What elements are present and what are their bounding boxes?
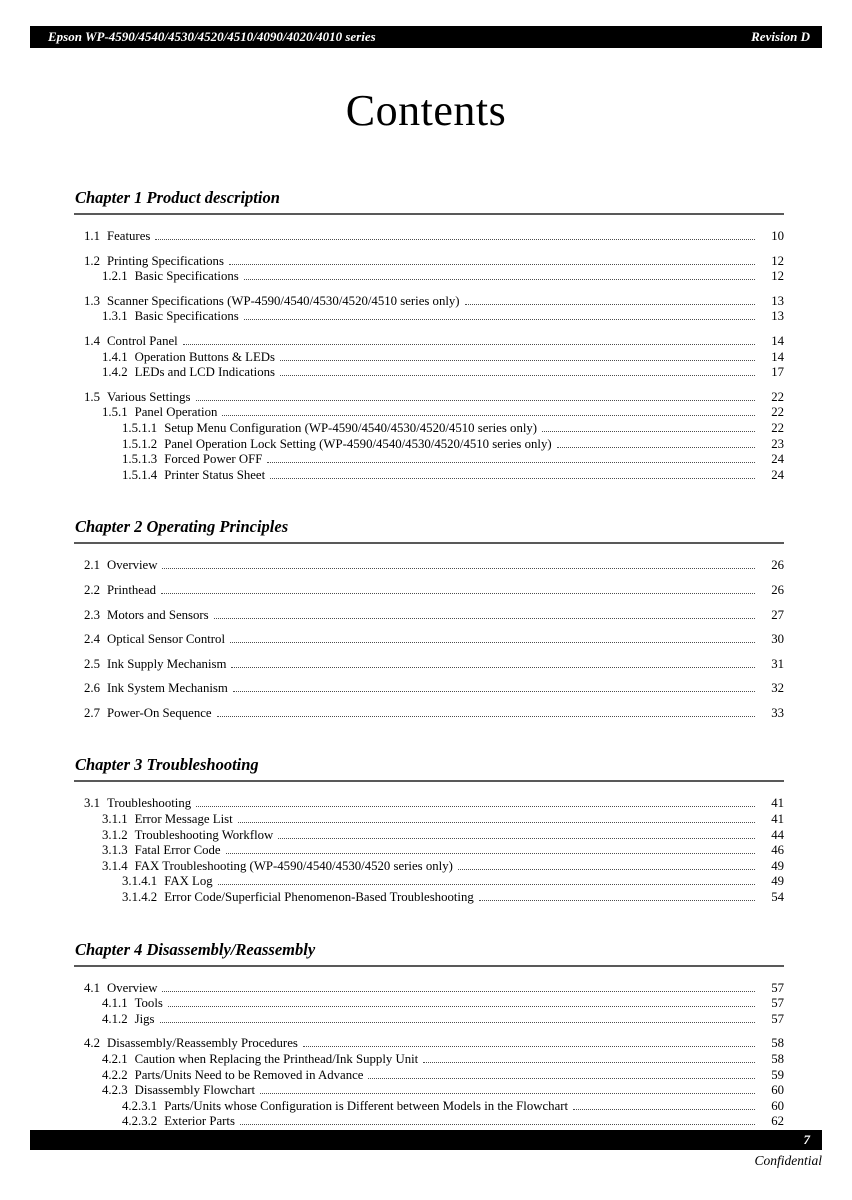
toc-entry-page: 31 xyxy=(771,656,784,671)
toc-entry-title: Caution when Replacing the Printhead/Ink Supply Unit xyxy=(134,1052,419,1066)
toc-entry-title: Disassembly/Reassembly Procedures xyxy=(107,1036,298,1051)
toc-entry-title: Parts/Units whose Configuration is Different between Models in the Flowchart xyxy=(164,1098,569,1113)
toc-entry-title: Tools xyxy=(134,996,163,1011)
chapter-heading: Chapter 1 Product description xyxy=(74,188,784,215)
toc-entry[interactable] xyxy=(122,452,784,468)
toc-entry-page: 60 xyxy=(771,1098,784,1113)
toc-entry[interactable] xyxy=(84,390,784,406)
toc-entry[interactable] xyxy=(102,828,784,844)
dot-leader xyxy=(231,667,755,668)
toc-entry-title: Overview xyxy=(107,558,158,573)
toc-entry-number: 1.4.1 xyxy=(102,349,128,364)
toc-entry[interactable] xyxy=(122,468,784,484)
page-title: Contents xyxy=(345,86,507,136)
dot-leader xyxy=(270,478,755,479)
dot-leader xyxy=(238,822,755,823)
toc-entry[interactable] xyxy=(84,583,784,599)
toc-entry-title: Basic Specifications xyxy=(134,269,239,284)
confidential-label: Confidential xyxy=(754,1153,822,1168)
toc-entry-page: 24 xyxy=(771,452,784,467)
toc-entry[interactable] xyxy=(122,1114,784,1130)
toc-entry-title: Error Code/Superficial Phenomenon-Based Troubleshooting xyxy=(164,890,474,905)
dot-leader xyxy=(458,869,755,870)
toc-entry[interactable] xyxy=(102,996,784,1012)
toc-entry-page: 57 xyxy=(771,996,784,1011)
toc-entry-number: 1.5.1 xyxy=(102,405,128,420)
toc-entry-page: 13 xyxy=(771,309,784,324)
toc-entry-title: Troubleshooting xyxy=(107,796,192,811)
toc-entry-title: Optical Sensor Control xyxy=(107,632,226,647)
dot-leader xyxy=(280,375,755,376)
toc-entry-page: 30 xyxy=(771,632,784,647)
toc-entry-number: 1.1 xyxy=(84,229,100,243)
toc-entry-number: 1.3 xyxy=(84,293,100,308)
toc-entry-number: 1.5.1.4 xyxy=(122,467,158,482)
toc-entry-number: 4.2.3 xyxy=(102,1083,128,1098)
toc-entry-title: Overview xyxy=(107,980,158,995)
toc-entry-page: 22 xyxy=(771,420,784,435)
toc-entry-title: Printer Status Sheet xyxy=(164,467,266,482)
toc-entry-title: Features xyxy=(107,229,151,243)
chapter-heading: Chapter 3 Troubleshooting xyxy=(74,755,784,782)
toc-entry-page: 23 xyxy=(771,436,784,451)
toc-entry-page: 57 xyxy=(771,1011,784,1026)
table-of-contents xyxy=(74,188,784,1130)
chapter-heading: Chapter 2 Operating Principles xyxy=(74,517,784,544)
dot-leader xyxy=(542,431,755,432)
toc-entry-title: Scanner Specifications (WP-4590/4540/4530/4520/4510 series only) xyxy=(107,293,460,308)
toc-entry[interactable] xyxy=(122,421,784,437)
toc-entry-page: 26 xyxy=(771,558,784,573)
toc-entry-number: 3.1.4.2 xyxy=(122,890,158,905)
toc-entry-title: Panel Operation Lock Setting (WP-4590/4540/4530/4520/4510 series only) xyxy=(164,436,552,451)
toc-entry-page: 49 xyxy=(771,874,784,889)
toc-entry-title: Disassembly Flowchart xyxy=(134,1083,256,1098)
toc-entry-number: 3.1 xyxy=(84,796,100,811)
toc-entry-number: 3.1.4.1 xyxy=(122,874,158,889)
toc-entry-page: 62 xyxy=(771,1114,784,1129)
dot-leader xyxy=(155,239,755,240)
toc-entry-number: 3.1.2 xyxy=(102,827,128,842)
dot-leader xyxy=(218,884,755,885)
toc-entry-title: LEDs and LCD Indications xyxy=(134,365,275,380)
header-bar xyxy=(30,26,822,48)
dot-leader xyxy=(229,264,755,265)
dot-leader xyxy=(573,1109,755,1110)
toc-entry[interactable] xyxy=(84,334,784,350)
dot-leader xyxy=(244,319,755,320)
toc-entry-page: 41 xyxy=(771,796,784,811)
toc-entry[interactable] xyxy=(102,812,784,828)
toc-entry-page: 14 xyxy=(771,333,784,348)
toc-entry-number: 2.5 xyxy=(84,656,100,671)
dot-leader xyxy=(161,593,755,594)
toc-entry-number: 2.6 xyxy=(84,681,100,696)
toc-entry[interactable] xyxy=(102,1052,784,1068)
toc-entry-page: 49 xyxy=(771,858,784,873)
toc-entry[interactable] xyxy=(102,405,784,421)
footer-bar xyxy=(30,1130,822,1150)
dot-leader xyxy=(196,806,755,807)
toc-entry-title: Operation Buttons & LEDs xyxy=(134,349,275,364)
chapter-entries xyxy=(74,558,784,721)
dot-leader xyxy=(278,838,755,839)
dot-leader xyxy=(267,462,755,463)
toc-entry-title: Various Settings xyxy=(107,389,191,404)
toc-entry[interactable] xyxy=(102,350,784,366)
toc-entry-number: 1.3.1 xyxy=(102,309,128,324)
toc-entry-title: Troubleshooting Workflow xyxy=(134,827,274,842)
toc-entry[interactable] xyxy=(84,608,784,624)
dot-leader xyxy=(226,853,755,854)
toc-entry[interactable] xyxy=(102,365,784,381)
dot-leader xyxy=(183,344,755,345)
toc-entry-page: 13 xyxy=(771,293,784,308)
toc-entry[interactable] xyxy=(122,874,784,890)
header-product-series: Epson WP-4590/4540/4530/4520/4510/4090/4020/4010 series xyxy=(48,29,376,44)
toc-entry-title: Setup Menu Configuration (WP-4590/4540/4530/4520/4510 series only) xyxy=(164,420,538,435)
toc-entry-number: 2.4 xyxy=(84,632,100,647)
toc-entry-number: 2.7 xyxy=(84,705,100,720)
toc-entry[interactable] xyxy=(102,269,784,285)
toc-entry[interactable] xyxy=(84,1036,784,1052)
toc-entry-page: 59 xyxy=(771,1067,784,1082)
dot-leader xyxy=(162,568,755,569)
toc-entry-title: FAX Troubleshooting (WP-4590/4540/4530/4520 series only) xyxy=(134,858,453,873)
toc-entry-title: Fatal Error Code xyxy=(134,843,221,858)
toc-entry[interactable] xyxy=(102,309,784,325)
dot-leader xyxy=(280,360,755,361)
toc-entry-number: 1.5 xyxy=(84,389,100,404)
toc-entry-page: 32 xyxy=(771,681,784,696)
toc-entry[interactable] xyxy=(84,796,784,812)
toc-entry[interactable] xyxy=(84,254,784,270)
toc-entry-page: 22 xyxy=(771,389,784,404)
toc-entry[interactable] xyxy=(84,706,784,722)
toc-entry-title: Forced Power OFF xyxy=(164,452,263,467)
toc-entry-title: Printing Specifications xyxy=(107,253,224,268)
dot-leader xyxy=(196,400,755,401)
toc-entry-title: Ink System Mechanism xyxy=(107,681,228,696)
toc-entry-number: 2.3 xyxy=(84,607,100,622)
toc-entry-number: 4.2 xyxy=(84,1036,100,1051)
toc-entry[interactable] xyxy=(84,558,784,574)
dot-leader xyxy=(222,415,755,416)
toc-entry[interactable] xyxy=(102,1083,784,1099)
toc-entry-number: 4.1.1 xyxy=(102,996,128,1011)
toc-entry-title: Error Message List xyxy=(134,812,233,827)
toc-entry-page: 54 xyxy=(771,890,784,905)
toc-entry-page: 14 xyxy=(771,349,784,364)
toc-entry-number: 4.2.2 xyxy=(102,1067,128,1082)
toc-entry[interactable] xyxy=(102,1012,784,1028)
dot-leader xyxy=(168,1006,755,1007)
toc-entry-number: 2.1 xyxy=(84,558,100,573)
toc-entry-page: 12 xyxy=(771,269,784,284)
toc-entry-title: Basic Specifications xyxy=(134,309,239,324)
toc-entry[interactable] xyxy=(102,843,784,859)
dot-leader xyxy=(465,304,755,305)
dot-leader xyxy=(423,1062,755,1063)
dot-leader xyxy=(303,1046,755,1047)
dot-leader xyxy=(217,716,755,717)
toc-entry[interactable] xyxy=(84,632,784,648)
toc-entry[interactable] xyxy=(122,437,784,453)
toc-entry-page: 10 xyxy=(771,229,784,243)
dot-leader xyxy=(368,1078,755,1079)
toc-entry[interactable] xyxy=(84,681,784,697)
chapter-section xyxy=(74,188,784,483)
toc-entry[interactable] xyxy=(84,294,784,310)
toc-entry-title: Exterior Parts xyxy=(164,1114,235,1129)
toc-entry-number: 4.1 xyxy=(84,980,100,995)
toc-entry-page: 24 xyxy=(771,467,784,482)
toc-entry[interactable] xyxy=(122,1099,784,1115)
toc-entry[interactable] xyxy=(84,657,784,673)
dot-leader xyxy=(240,1124,755,1125)
chapter-section xyxy=(74,517,784,721)
toc-entry-number: 3.1.4 xyxy=(102,858,128,873)
dot-leader xyxy=(230,642,755,643)
chapter-section xyxy=(74,940,784,1130)
toc-entry-page: 12 xyxy=(771,253,784,268)
toc-entry-number: 2.2 xyxy=(84,582,100,597)
toc-entry-number: 1.2.1 xyxy=(102,269,128,284)
toc-entry-page: 58 xyxy=(771,1052,784,1066)
chapter-entries xyxy=(74,796,784,905)
toc-entry-title: Panel Operation xyxy=(134,405,218,420)
toc-entry-title: FAX Log xyxy=(164,874,213,889)
toc-entry-page: 17 xyxy=(771,365,784,380)
dot-leader xyxy=(260,1093,755,1094)
toc-entry-page: 57 xyxy=(771,980,784,995)
toc-entry-page: 46 xyxy=(771,843,784,858)
toc-entry-number: 4.1.2 xyxy=(102,1011,128,1026)
toc-entry-number: 4.2.3.2 xyxy=(122,1114,158,1129)
toc-entry-title: Parts/Units Need to be Removed in Advance xyxy=(134,1067,364,1082)
toc-entry[interactable] xyxy=(122,890,784,906)
dot-leader xyxy=(233,691,755,692)
dot-leader xyxy=(214,618,755,619)
toc-entry-number: 1.4 xyxy=(84,333,100,348)
header-revision: Revision D xyxy=(751,29,810,44)
toc-entry-title: Control Panel xyxy=(107,333,178,348)
toc-entry-number: 1.5.1.1 xyxy=(122,420,158,435)
toc-entry-page: 60 xyxy=(771,1083,784,1098)
dot-leader xyxy=(479,900,755,901)
toc-entry-page: 26 xyxy=(771,582,784,597)
toc-entry-number: 1.5.1.3 xyxy=(122,452,158,467)
toc-entry-title: Jigs xyxy=(134,1011,155,1026)
dot-leader xyxy=(160,1022,755,1023)
toc-entry[interactable] xyxy=(84,981,784,997)
toc-entry-page: 22 xyxy=(771,405,784,420)
toc-entry[interactable] xyxy=(102,859,784,875)
toc-entry-number: 1.2 xyxy=(84,253,100,268)
toc-entry-number: 4.2.3.1 xyxy=(122,1098,158,1113)
footer-page-number: 7 xyxy=(803,1132,810,1147)
toc-entry-title: Ink Supply Mechanism xyxy=(107,656,227,671)
chapter-entries xyxy=(74,981,784,1130)
toc-entry-number: 4.2.1 xyxy=(102,1052,128,1066)
toc-entry[interactable] xyxy=(102,1068,784,1084)
toc-entry-page: 33 xyxy=(771,705,784,720)
toc-entry-page: 27 xyxy=(771,607,784,622)
toc-entry-number: 3.1.3 xyxy=(102,843,128,858)
chapter-entries xyxy=(74,229,784,483)
toc-entry-page: 44 xyxy=(771,827,784,842)
dot-leader xyxy=(557,447,755,448)
chapter-section xyxy=(74,755,784,905)
toc-entry-page: 58 xyxy=(771,1036,784,1051)
toc-entry-page: 41 xyxy=(771,812,784,827)
toc-entry-number: 1.5.1.2 xyxy=(122,436,158,451)
toc-entry-number: 1.4.2 xyxy=(102,365,128,380)
dot-leader xyxy=(244,279,755,280)
chapter-heading: Chapter 4 Disassembly/Reassembly xyxy=(74,940,784,967)
toc-entry[interactable] xyxy=(84,229,784,245)
toc-entry-title: Printhead xyxy=(107,582,157,597)
toc-entry-title: Motors and Sensors xyxy=(107,607,209,622)
dot-leader xyxy=(162,991,755,992)
toc-entry-number: 3.1.1 xyxy=(102,812,128,827)
toc-entry-title: Power-On Sequence xyxy=(107,705,212,720)
